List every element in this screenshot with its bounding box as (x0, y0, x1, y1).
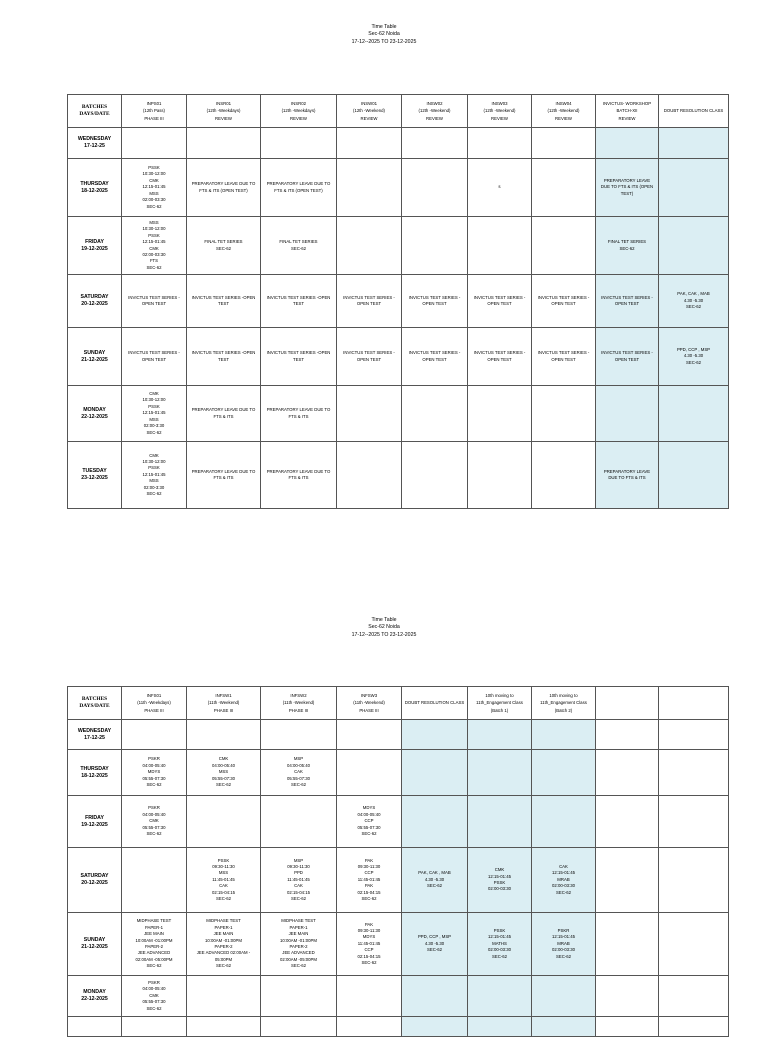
schedule-cell (532, 796, 596, 848)
schedule-cell: CAK 12:15-01:45 MRAB 02:00-03:30 SEC-62 (532, 848, 596, 913)
table-row (68, 159, 729, 217)
schedule-cell (659, 913, 729, 976)
schedule-cell (659, 750, 729, 796)
schedule-cell (468, 750, 532, 796)
table-row (68, 976, 729, 1017)
schedule-cell (187, 976, 261, 1017)
schedule-cell: PREPARATORY LEAVE DUE TO FTS & ITS (596, 442, 659, 509)
corner-header: BATCHES DAYS/DATE (68, 95, 122, 128)
schedule-cell (532, 1017, 596, 1037)
schedule-cell: PREPARATORY LEAVE DUE TO FTS & ITS (OPEN TEST) (261, 159, 337, 217)
schedule-cell: INVICTUS TEST SERIES - OPEN TEST (468, 275, 532, 328)
date-range: 17-12--2025 TO 23-12-2025 (351, 38, 417, 45)
schedule-cell (337, 217, 402, 275)
schedule-cell (532, 128, 596, 159)
column-header: INSW02 (12th -Weekend) REVIEW (402, 95, 468, 128)
schedule-cell (402, 750, 468, 796)
schedule-cell: CMK 10:30-12:00 PSSK 12:15-01:45 MSS 02:00-3:30 SEC-62 (122, 442, 187, 509)
schedule-cell (402, 976, 468, 1017)
schedule-cell (468, 386, 532, 442)
schedule-cell: INVICTUS TEST SERIES -OPEN TEST (261, 328, 337, 386)
schedule-cell (402, 217, 468, 275)
schedule-cell: INVICTUS TEST SERIES - OPEN TEST (402, 328, 468, 386)
schedule-cell (596, 796, 659, 848)
schedule-cell (596, 1017, 659, 1037)
schedule-cell: PSKR 04:00-05:40 CMK 05:55-07:30 SEC-62 (122, 796, 187, 848)
schedule-cell: MSP 04:00-05:40 CAK 05:55-07:30 SEC-62 (261, 750, 337, 796)
table-row (68, 1017, 729, 1037)
schedule-cell (337, 976, 402, 1017)
column-header: INSR01 (12th -Weekdays) REVIEW (187, 95, 261, 128)
schedule-cell (596, 750, 659, 796)
schedule-cell (659, 720, 729, 750)
schedule-cell (261, 128, 337, 159)
schedule-cell: PSSK 09:30-11:30 MSS 11:45-01:45 CAK 02:15-04:15 SEC-62 (187, 848, 261, 913)
schedule-cell: INVICTUS TEST SERIES - OPEN TEST (337, 328, 402, 386)
schedule-cell (532, 720, 596, 750)
column-header: DOUBT RESOLUTION CLASS (659, 95, 729, 128)
schedule-cell (596, 976, 659, 1017)
schedule-cell: INVICTUS TEST SERIES - OPEN TEST (122, 328, 187, 386)
schedule-cell (659, 976, 729, 1017)
schedule-cell (659, 159, 729, 217)
schedule-cell (659, 796, 729, 848)
schedule-cell (468, 976, 532, 1017)
schedule-cell (659, 442, 729, 509)
day-cell: SATURDAY 20-12-2025 (68, 275, 122, 328)
schedule-cell: INVICTUS TEST SERIES - OPEN TEST (468, 328, 532, 386)
schedule-cell (402, 442, 468, 509)
table-row (68, 217, 729, 275)
schedule-cell (532, 159, 596, 217)
schedule-cell (187, 796, 261, 848)
schedule-cell (261, 720, 337, 750)
schedule-cell: s (468, 159, 532, 217)
column-header: INFSW1 (11th -Weekend) PHASE III (187, 687, 261, 720)
schedule-cell: INVICTUS TEST SERIES -OPEN TEST (261, 275, 337, 328)
schedule-cell (187, 1017, 261, 1037)
schedule-cell (596, 848, 659, 913)
schedule-cell (337, 386, 402, 442)
schedule-cell (122, 1017, 187, 1037)
schedule-cell: PSKR 04:00-05:40 CMK 05:55-07:30 SEC-62 (122, 976, 187, 1017)
schedule-cell: PAK, CAK , MAB 4.30 -5.30 SEC-62 (402, 848, 468, 913)
column-header (596, 687, 659, 720)
schedule-cell (187, 720, 261, 750)
column-header: 10th moving to 11th_Engagement Class (Batch 2) (532, 687, 596, 720)
schedule-cell: INVICTUS TEST SERIES - OPEN TEST (532, 328, 596, 386)
table-row (68, 275, 729, 328)
schedule-cell: MIDPHASE TEST PAPER-1 JEE MAIN 10:00AM -01:00PM PAPER-2 JEE ADVANCED 02:00AM - 05:00PM SEC-62 (187, 913, 261, 976)
table-row (68, 913, 729, 976)
schedule-cell (468, 720, 532, 750)
column-header: INFSW3 (11th -Weekend) PHASE III (337, 687, 402, 720)
column-header: INSW04 (12th -Weekend) REVIEW (532, 95, 596, 128)
schedule-cell: PREPARATORY LEAVE DUE TO FTS & ITS (OPEN TEST) (596, 159, 659, 217)
schedule-cell (659, 848, 729, 913)
schedule-cell (122, 720, 187, 750)
day-cell: THURSDAY 18-12-2025 (68, 159, 122, 217)
schedule-cell: CMK 10:30-12:00 PSSK 12:15-01:45 MSS 02:00-3:30 SEC-62 (122, 386, 187, 442)
schedule-cell (337, 159, 402, 217)
day-cell: MONDAY 22-12-2025 (68, 976, 122, 1017)
schedule-cell: PSKR 12:15-01:45 MRAB 02:00-03:30 SEC-62 (532, 913, 596, 976)
page1-header (0, 24, 768, 46)
day-cell: SUNDAY 21-12-2025 (68, 913, 122, 976)
timetable-12th (67, 94, 729, 509)
schedule-cell (596, 128, 659, 159)
header-row (68, 95, 729, 128)
table-row (68, 328, 729, 386)
schedule-cell (402, 386, 468, 442)
schedule-cell (187, 128, 261, 159)
schedule-cell: PSSK 12:15-01:45 MATHS 02:00-03:30 SEC-62 (468, 913, 532, 976)
table-row (68, 848, 729, 913)
schedule-cell: FINAL TET SERIES SEC-62 (187, 217, 261, 275)
schedule-cell: PREPARATORY LEAVE DUE TO FTS & ITS (187, 386, 261, 442)
schedule-cell (337, 128, 402, 159)
schedule-cell (532, 750, 596, 796)
schedule-cell (596, 720, 659, 750)
schedule-cell (337, 750, 402, 796)
schedule-cell (596, 913, 659, 976)
column-header: DOUBT RESOLUTION CLASS (402, 687, 468, 720)
schedule-cell: PREPARATORY LEAVE DUE TO FTS & ITS (187, 442, 261, 509)
day-cell (68, 1017, 122, 1037)
day-cell: SATURDAY 20-12-2025 (68, 848, 122, 913)
timetable-title: Time Table (371, 24, 397, 30)
column-header: INVICTUS- WORKSHOP BATCH-XII REVIEW (596, 95, 659, 128)
schedule-cell: MIDPHASE TEST PAPER-1 JEE MAIN 10:00AM -01:00PM PAPER-2 JEE ADVANCED 02:00AM -05:00PM SEC-62 (261, 913, 337, 976)
schedule-cell: PPD, CCP , MSP 4.30 -5.30 SEC-62 (402, 913, 468, 976)
schedule-cell: INVICTUS TEST SERIES - OPEN TEST (337, 275, 402, 328)
day-cell: WEDNESDAY 17-12-25 (68, 128, 122, 159)
location-label: Sec-62 Noida (368, 31, 400, 38)
table-row (68, 796, 729, 848)
column-header: INFSW2 (11th -Weekend) PHASE III (261, 687, 337, 720)
schedule-cell (532, 976, 596, 1017)
schedule-cell (122, 128, 187, 159)
schedule-cell: PSKR 04:00-05:40 MDYS 05:55-07:30 SEC-62 (122, 750, 187, 796)
header-row (68, 687, 729, 720)
timetable-11th-body (68, 687, 729, 1037)
schedule-cell (402, 159, 468, 217)
schedule-cell: INVICTUS TEST SERIES - OPEN TEST (596, 275, 659, 328)
schedule-cell (532, 386, 596, 442)
schedule-cell (402, 128, 468, 159)
schedule-cell (337, 442, 402, 509)
schedule-cell (659, 1017, 729, 1037)
schedule-cell (261, 976, 337, 1017)
timetable-11th (67, 686, 729, 1037)
column-header: INFS01 (11th -Weekdays) PHASE III (122, 687, 187, 720)
day-cell: WEDNESDAY 17-12-25 (68, 720, 122, 750)
schedule-cell (659, 386, 729, 442)
schedule-cell: PREPARATORY LEAVE DUE TO FTS & ITS (261, 442, 337, 509)
schedule-cell (337, 1017, 402, 1037)
schedule-cell (468, 442, 532, 509)
table-row (68, 386, 729, 442)
schedule-cell: PAK 09:30-11:30 MDYS 11:45-01:45 CCP 02:15-04:15 SEC-62 (337, 913, 402, 976)
schedule-cell: INVICTUS TEST SERIES - OPEN TEST (402, 275, 468, 328)
schedule-cell: INVICTUS TEST SERIES - OPEN TEST (122, 275, 187, 328)
timetable-title-2: Time Table (371, 617, 397, 623)
schedule-cell (532, 442, 596, 509)
schedule-cell (532, 217, 596, 275)
table-row (68, 720, 729, 750)
schedule-cell (261, 796, 337, 848)
location-label-2: Sec-62 Noida (368, 624, 400, 631)
day-cell: MONDAY 22-12-2025 (68, 386, 122, 442)
page2-header (0, 617, 768, 639)
schedule-cell: CMK 04:00-05:40 MSS 05:55-07:30 SEC-62 (187, 750, 261, 796)
schedule-cell (402, 796, 468, 848)
schedule-cell: INVICTUS TEST SERIES - OPEN TEST (532, 275, 596, 328)
schedule-cell: PREPARATORY LEAVE DUE TO FTS & ITS (OPEN TEST) (187, 159, 261, 217)
schedule-cell: INVICTUS TEST SERIES - OPEN TEST (596, 328, 659, 386)
schedule-cell (659, 128, 729, 159)
day-cell: THURSDAY 18-12-2025 (68, 750, 122, 796)
corner-header: BATCHES DAYS/DATE (68, 687, 122, 720)
schedule-cell: PSSK 10:30-12:00 CMK 12:15-01:45 MSS 02:00-03:30 SEC-62 (122, 159, 187, 217)
schedule-cell: INVICTUS TEST SERIES -OPEN TEST (187, 275, 261, 328)
schedule-cell (402, 1017, 468, 1037)
timetable-12th-body (68, 95, 729, 509)
schedule-cell: FINAL TET SERIES SEC-62 (596, 217, 659, 275)
table-row (68, 442, 729, 509)
schedule-cell: PREPARATORY LEAVE DUE TO FTS & ITS (261, 386, 337, 442)
column-header (659, 687, 729, 720)
date-range-2: 17-12--2025 TO 23-12-2025 (351, 631, 417, 638)
schedule-cell: CMK 12:15-01:45 PSSK 02:00-03:30 (468, 848, 532, 913)
schedule-cell (337, 720, 402, 750)
day-cell: FRIDAY 19-12-2025 (68, 796, 122, 848)
schedule-cell: PPD, CCP , MSP 4.30 -5.30 SEC-62 (659, 328, 729, 386)
column-header: 10th moving to 11th_Engagement Class (Batch 1) (468, 687, 532, 720)
schedule-cell: MIDPHASE TEST PAPER-1 JEE MAIN 10:00AM -01:00PM PAPER-2 JEE ADVANCED 02:00AM -05:00PM SEC-62 (122, 913, 187, 976)
day-cell: TUESDAY 23-12-2025 (68, 442, 122, 509)
day-cell: FRIDAY 19-12-2025 (68, 217, 122, 275)
table-row (68, 750, 729, 796)
schedule-cell (596, 386, 659, 442)
table-row (68, 128, 729, 159)
day-cell: SUNDAY 21-12-2025 (68, 328, 122, 386)
column-header: INSW01 (12th -Weekend) REVIEW (337, 95, 402, 128)
schedule-cell (659, 217, 729, 275)
column-header: INSW03 (12th -Weekend) REVIEW (468, 95, 532, 128)
schedule-cell: PAK 09:30-11:30 CCP 11:45-01:45 PAK 02:15-04:15 SEC-62 (337, 848, 402, 913)
schedule-cell (468, 217, 532, 275)
schedule-cell (468, 796, 532, 848)
schedule-cell (261, 1017, 337, 1037)
column-header: INPS01 (12th Pass) PHASE III (122, 95, 187, 128)
schedule-cell: MSS 10:30-12:00 PSSK 12:15-01:45 CMK 02:00-03:30 FTS SEC-62 (122, 217, 187, 275)
schedule-cell: MDYS 04:00-05:40 CCP 05:55-07:30 SEC-62 (337, 796, 402, 848)
schedule-cell (468, 128, 532, 159)
schedule-cell: FINAL TET SERIES SEC-62 (261, 217, 337, 275)
schedule-cell: PAK, CAK , MAB 4.30 -5.30 SEC-62 (659, 275, 729, 328)
schedule-cell (468, 1017, 532, 1037)
column-header: INSR02 (12th -Weekdays) REVIEW (261, 95, 337, 128)
schedule-cell: MSP 09:30-11:30 PPD 11:45-01:45 CAK 02:15-04:15 SEC-62 (261, 848, 337, 913)
schedule-cell (402, 720, 468, 750)
schedule-cell: INVICTUS TEST SERIES -OPEN TEST (187, 328, 261, 386)
schedule-cell (122, 848, 187, 913)
